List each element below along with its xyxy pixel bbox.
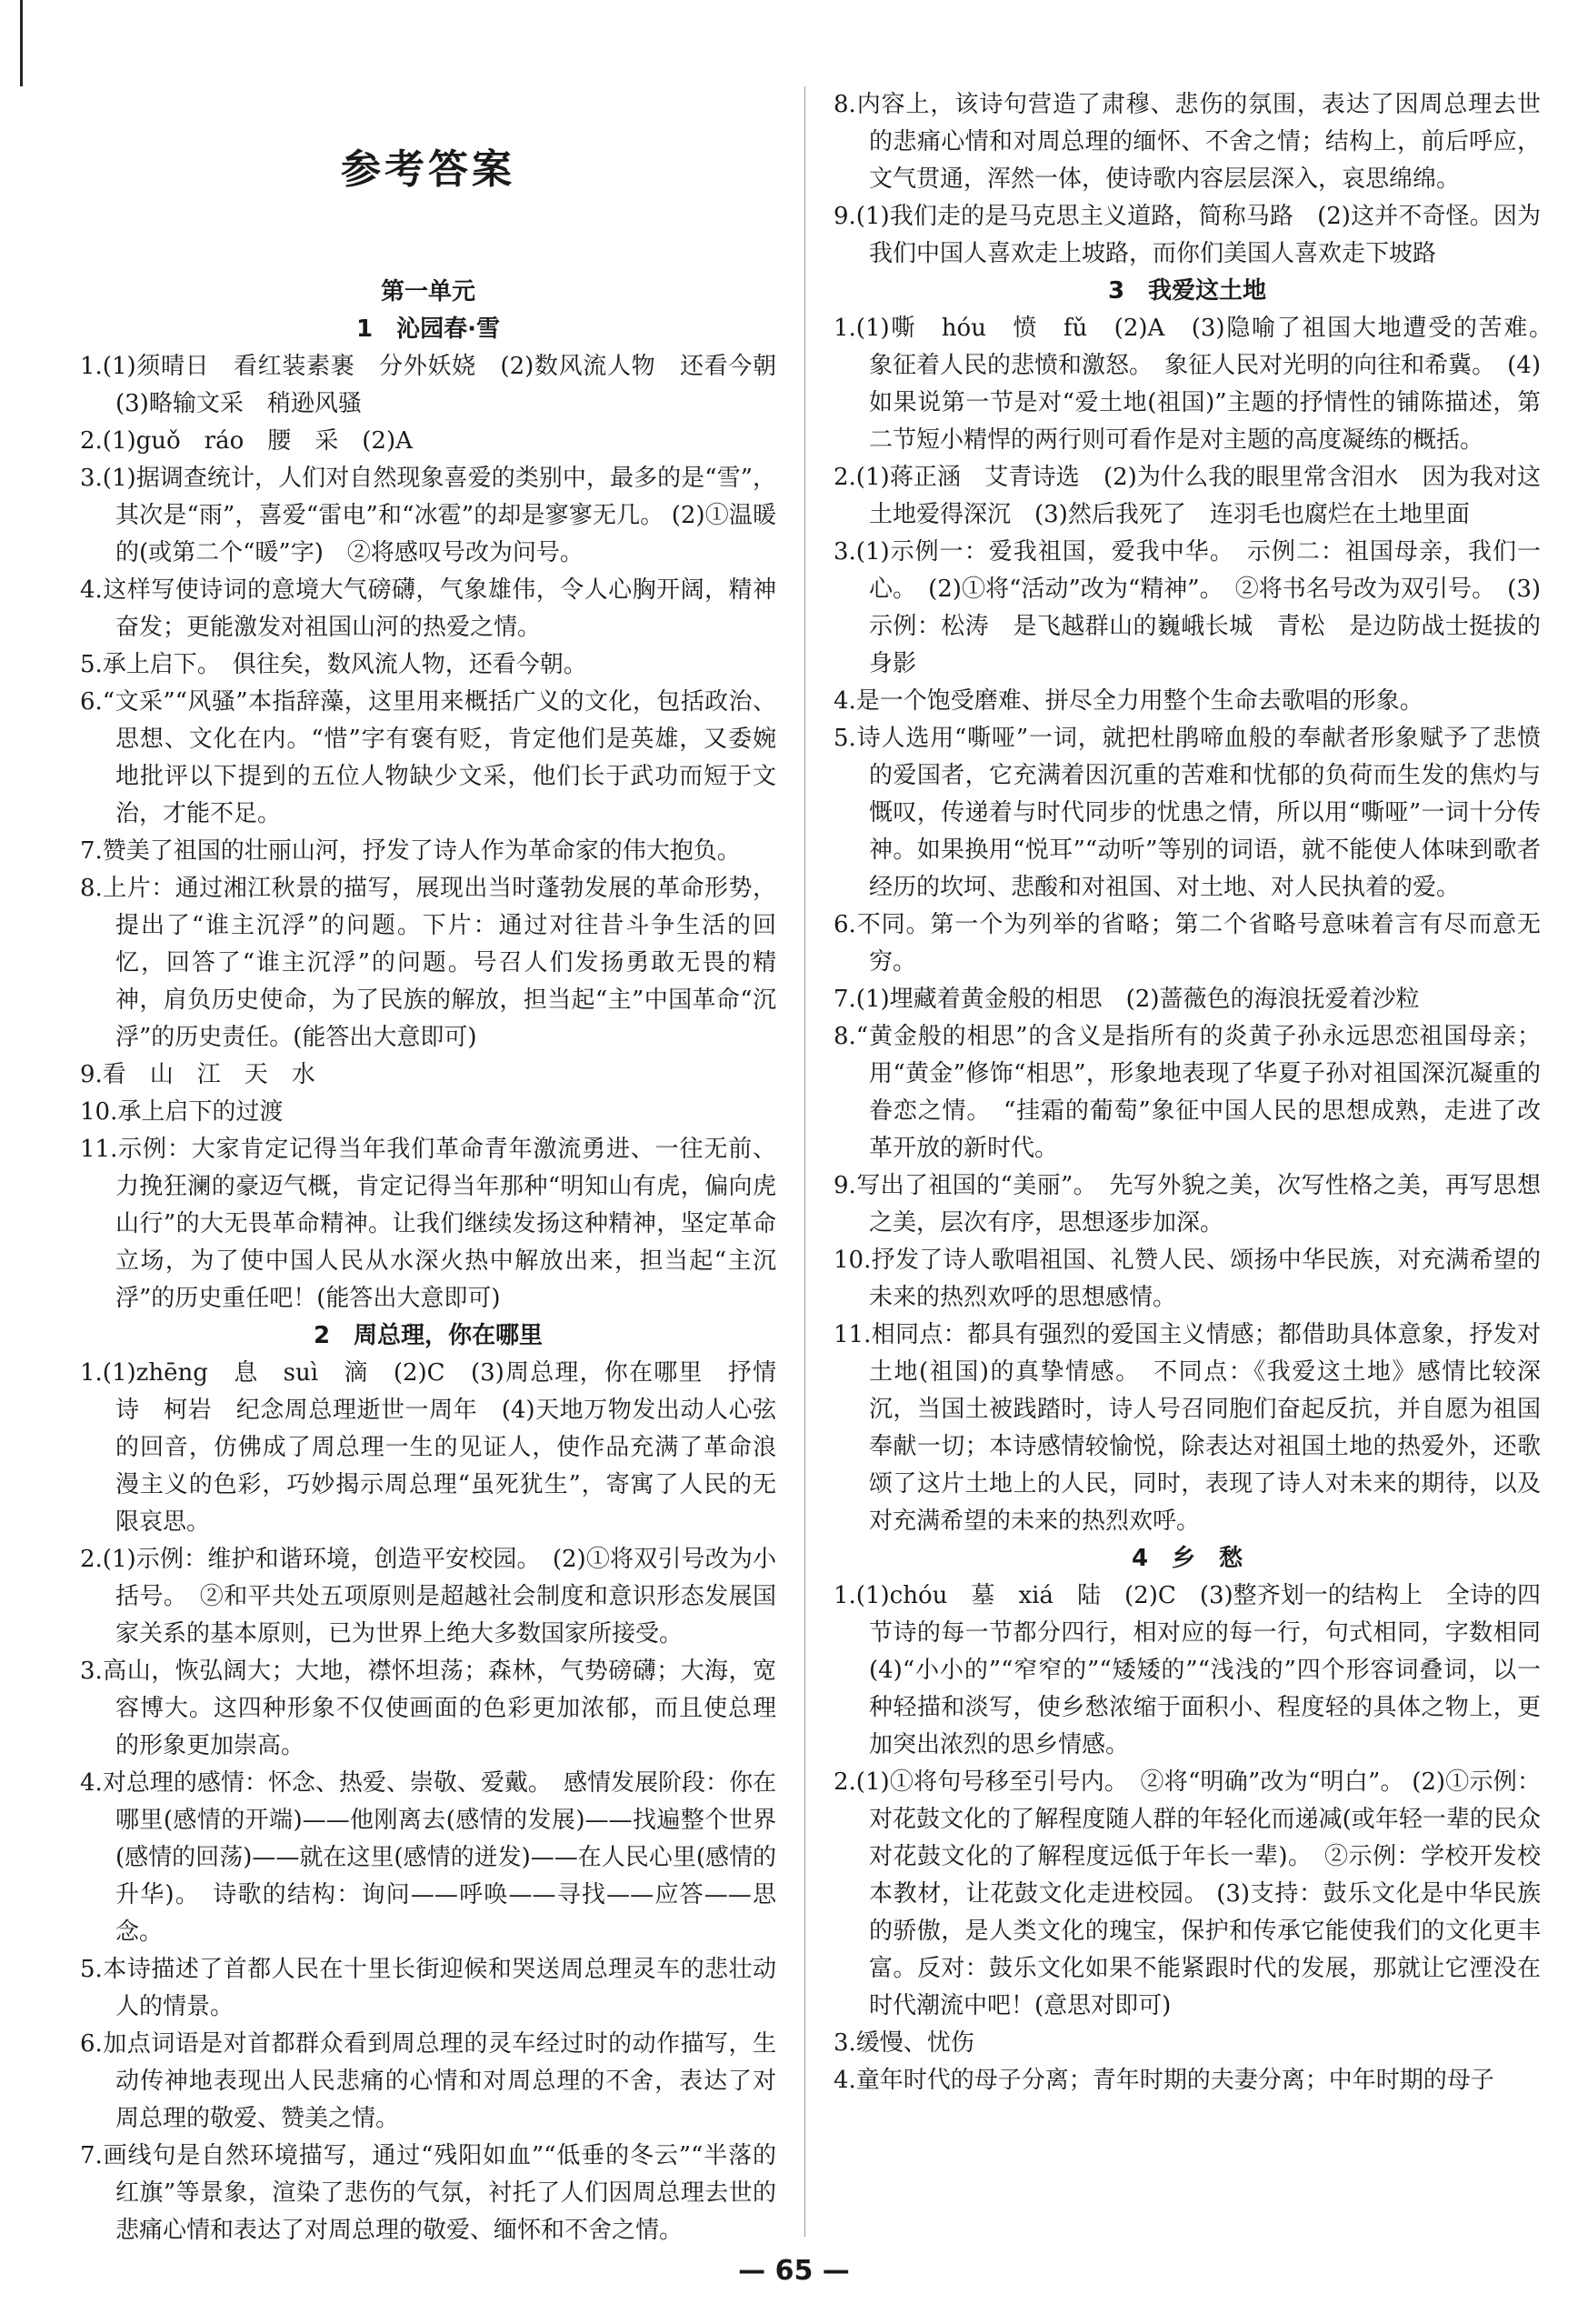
answer-item: 8.“黄金般的相思”的含义是指所有的炎黄子孙永远思恋祖国母亲；用“黄金”修饰“相思”，形象地表现了华夏子孙对祖国深沉凝重的眷恋之情。 “挂霜的葡萄”象征中国人民的思想成熟，走进了改革开放的新时代。 bbox=[834, 1023, 1541, 1162]
answer-item: 8.内容上，该诗句营造了肃穆、悲伤的氛围，表达了因周总理去世的悲痛心情和对周总理的缅怀、不舍之情；结构上，前后呼应，文气贯通，浑然一体，使诗歌内容层层深入，哀思绵绵。 bbox=[834, 91, 1541, 193]
answer-item: 2.(1)蒋正涵 艾青诗选 (2)为什么我的眼里常含泪水 因为我对这土地爱得深沉 (3)然后我死了 连羽毛也腐烂在土地里面 bbox=[834, 464, 1541, 528]
answer-item: 11.示例：大家肯定记得当年我们革命青年激流勇进、一往无前、力挽狂澜的豪迈气概，肯定记得当年那种“明知山有虎，偏向虎山行”的大无畏革命精神。让我们继续发扬这种精神，坚定革命立场，为了使中国人民从水深火热中解放出来，担当起“主沉浮”的历史重任吧！(能答出大意即可) bbox=[80, 1136, 776, 1312]
answer-item: 2.(1)①将句号移至引号内。 ②将“明确”改为“明白”。 (2)①示例：对花鼓文化的了解程度随人群的年轻化而递减(或年轻一辈的民众对花鼓文化的了解程度远低于年长一辈)。 ②示例：学校开发校本教材，让花鼓文化走进校园。 (3)支持：鼓乐文化是中华民族的骄傲，是人类文化的瑰宝，保护和传承它能使我们的文化更丰富。反对：鼓乐文化如果不能紧跟时代的发展，那就让它湮没在时代潮流中吧！(意思对即可) bbox=[834, 1768, 1541, 2019]
answer-item: 4.是一个饱受磨难、拼尽全力用整个生命去歌唱的形象。 bbox=[834, 687, 1423, 715]
answer-item: 8.上片：通过湘江秋景的描写，展现出当时蓬勃发展的革命形势，提出了“谁主沉浮”的问题。下片：通过对往昔斗争生活的回忆，回答了“谁主沉浮”的问题。号召人们发扬勇敢无畏的精神，肩负历史使命，为了民族的解放，担当起“主”中国革命“沉浮”的历史责任。(能答出大意即可) bbox=[80, 875, 776, 1051]
answer-item: 3.缓慢、忧伤 bbox=[834, 2029, 974, 2057]
answer-item: 6.不同。第一个为列举的省略；第二个省略号意味着言有尽而意无穷。 bbox=[834, 911, 1541, 976]
corner-rule bbox=[20, 0, 23, 86]
answer-item: 5.本诗描述了首都人民在十里长街迎候和哭送周总理灵车的悲壮动人的情景。 bbox=[80, 1956, 776, 2020]
answer-item: 11.相同点：都具有强烈的爱国主义情感；都借助具体意象，抒发对土地(祖国)的真挚情感。 不同点：《我爱这土地》感情比较深沉，当国土被践踏时，诗人号召同胞们奋起反抗，并自愿为祖国奉献一切；本诗感情较愉悦，除表达对祖国土地的热爱外，还歌颂了这片土地上的人民，同时，表现了诗人对未来的期待，以及对充满希望的未来的热烈欢呼。 bbox=[834, 1321, 1541, 1535]
answer-item: 5.承上启下。 俱往矣，数风流人物，还看今朝。 bbox=[80, 651, 587, 678]
answer-item: 4.童年时代的母子分离；青年时期的夫妻分离；中年时期的母子 bbox=[834, 2067, 1494, 2094]
answer-item: 3.高山，恢弘阔大；大地，襟怀坦荡；森林，气势磅礴；大海，宽容博大。这四种形象不仅使画面的色彩更加浓郁，而且使总理的形象更加崇高。 bbox=[80, 1658, 776, 1759]
lesson-title: 2 周总理，你在哪里 bbox=[313, 1322, 544, 1349]
answer-item: 5.诗人选用“嘶哑”一词，就把杜鹃啼血般的奉献者形象赋予了悲愤的爱国者，它充满着因沉重的苦难和忧郁的负荷而生发的焦灼与慨叹，传递着与时代同步的忧患之情，所以用“嘶哑”一词十分传神。如果换用“悦耳”“动听”等别的词语，就不能使人体味到歌者经历的坎坷、悲酸和对祖国、对土地、对人民执着的爱。 bbox=[834, 725, 1541, 901]
column-divider bbox=[804, 86, 805, 2237]
answer-item: 2.(1)guǒ ráo 腰 采 (2)A bbox=[80, 427, 413, 455]
answer-item: 7.(1)埋藏着黄金般的相思 (2)蔷薇色的海浪抚爱着沙粒 bbox=[834, 986, 1420, 1013]
answer-item: 6.加点词语是对首都群众看到周总理的灵车经过时的动作描写，生动传神地表现出人民悲痛的心情和对周总理的不舍，表达了对周总理的敬爱、赞美之情。 bbox=[80, 2030, 776, 2132]
answer-item: 10.抒发了诗人歌唱祖国、礼赞人民、颂扬中华民族，对充满希望的未来的热烈欢呼的思想感情。 bbox=[834, 1247, 1541, 1311]
answer-item: 1.(1)嘶 hóu 愤 fǔ (2)A (3)隐喻了祖国大地遭受的苦难。 象征着人民的悲愤和激怒。 象征人民对光明的向往和希冀。 (4)如果说第一节是对“爱土地(祖国)”主题的抒情性的铺陈描述，第二节短小精悍的两行则可看作是对主题的高度凝练的概括。 bbox=[834, 315, 1565, 454]
answer-item: 9.看 山 江 天 水 bbox=[80, 1061, 315, 1088]
answer-item: 3.(1)据调查统计，人们对自然现象喜爱的类别中，最多的是“雪”，其次是“雨”，喜爱“雷电”和“冰雹”的却是寥寥无几。 (2)①温暖的(或第二个“暖”字) ②将感叹号改为问号。 bbox=[80, 465, 776, 566]
lesson-title: 3 我爱这土地 bbox=[1107, 277, 1267, 305]
left-answer-list bbox=[80, 274, 801, 2249]
answer-item: 4.对总理的感情：怀念、热爱、崇敬、爱戴。 感情发展阶段：你在哪里(感情的开端)——他刚离去(感情的发展)——找遍整个世界(感情的回荡)——就在这里(感情的迸发)——在人民心里(感情的升华)。 诗歌的结构：询问——呼唤——寻找——应答——思念。 bbox=[80, 1769, 776, 1946]
lesson-title: 1 沁园春·雪 bbox=[356, 316, 500, 343]
answer-item: 4.这样写使诗词的意境大气磅礴，气象雄伟，令人心胸开阔，精神奋发；更能激发对祖国山河的热爱之情。 bbox=[80, 576, 776, 641]
answer-item: 7.赞美了祖国的壮丽山河，抒发了诗人作为革命家的伟大抱负。 bbox=[80, 837, 741, 865]
lesson-title: 4 乡 愁 bbox=[1131, 1545, 1243, 1572]
answer-item: 1.(1)chóu 墓 xiá 陆 (2)C (3)整齐划一的结构上 全诗的四节诗的每一节都分四行，相对应的每一行，句式相同，字数相同 (4)“小小的”“窄窄的”“矮矮的”“浅浅的”四个形容词叠词，以一种轻描和淡写，使乡愁浓缩于面积小、程度轻的具体之物上，更加突出浓烈的思乡情感。 bbox=[834, 1582, 1565, 1758]
page-title: 参考答案 bbox=[341, 146, 515, 193]
answer-item: 9.(1)我们走的是马克思主义道路，简称马路 (2)这并不奇怪。因为我们中国人喜欢走上坡路，而你们美国人喜欢走下坡路 bbox=[834, 203, 1541, 267]
answer-item: 9.写出了祖国的“美丽”。 先写外貌之美，次写性格之美，再写思想之美，层次有序，思想逐步加深。 bbox=[834, 1172, 1541, 1237]
page-number: — 65 — bbox=[738, 2255, 850, 2287]
right-answer-list bbox=[834, 86, 1565, 2099]
answer-item: 7.画线句是自然环境描写，通过“残阳如血”“低垂的冬云”“半落的红旗”等景象，渲染了悲伤的气氛，衬托了人们因周总理去世的悲痛心情和表达了对周总理的敬爱、缅怀和不舍之情。 bbox=[80, 2142, 776, 2244]
answer-item: 1.(1)须晴日 看红装素裹 分外妖娆 (2)数风流人物 还看今朝 (3)略输文采 稍逊风骚 bbox=[80, 353, 801, 417]
answer-item: 3.(1)示例一：爱我祖国，爱我中华。 示例二：祖国母亲，我们一心。 (2)①将“活动”改为“精神”。 ②将书名号改为双引号。 (3)示例：松涛 是飞越群山的巍峨长城 青松 是边防战士挺拔的身影 bbox=[834, 538, 1541, 677]
unit-title: 第一单元 bbox=[380, 278, 475, 306]
left-column bbox=[80, 86, 801, 2249]
answer-item: 1.(1)zhēng 息 suì 滴 (2)C (3)周总理，你在哪里 抒情诗 柯岩 纪念周总理逝世一周年 (4)天地万物发出动人心弦的回音，仿佛成了周总理一生的见证人，使作品充满了革命浪漫主义的色彩，巧妙揭示周总理“虽死犹生”，寄寓了人民的无限哀思。 bbox=[80, 1359, 776, 1536]
answer-item: 2.(1)示例：维护和谐环境，创造平安校园。 (2)①将双引号改为小括号。 ②和平共处五项原则是超越社会制度和意识形态发展国家关系的基本原则，已为世界上绝大多数国家所接受。 bbox=[80, 1546, 776, 1648]
right-column bbox=[834, 86, 1565, 2099]
answer-item: 6.“文采”“风骚”本指辞藻，这里用来概括广义的文化，包括政治、思想、文化在内。“惜”字有褒有贬，肯定他们是英雄，又委婉地批评以下提到的五位人物缺少文采，他们长于武功而短于文治，才能不足。 bbox=[80, 688, 776, 827]
answer-item: 10.承上启下的过渡 bbox=[80, 1098, 284, 1126]
